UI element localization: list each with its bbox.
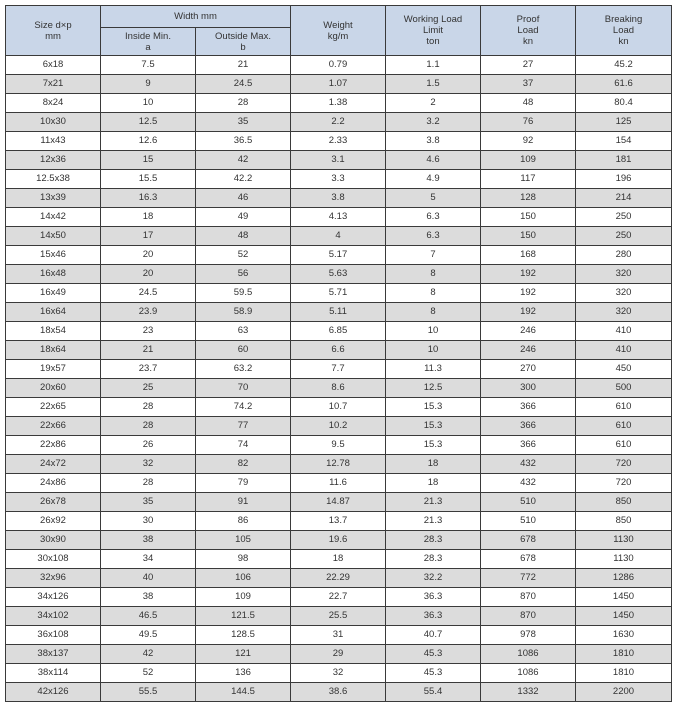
cell-outside-max: 70 [196, 379, 291, 398]
cell-proof-load: 150 [481, 227, 576, 246]
cell-outside-max: 59.5 [196, 284, 291, 303]
cell-inside-min: 16.3 [101, 189, 196, 208]
cell-weight: 32 [291, 664, 386, 683]
table-body [6, 56, 672, 702]
cell-weight: 13.7 [291, 512, 386, 531]
cell-breaking-load: 1810 [576, 664, 672, 683]
cell-weight: 10.7 [291, 398, 386, 417]
cell-working-load-limit: 8 [386, 284, 481, 303]
cell-breaking-load: 1810 [576, 645, 672, 664]
table-row [6, 493, 672, 512]
cell-working-load-limit: 7 [386, 246, 481, 265]
header-working-load-limit: Working Load Limit ton [386, 6, 481, 56]
cell-size: 11x43 [6, 132, 101, 151]
cell-weight: 1.07 [291, 75, 386, 94]
cell-weight: 5.17 [291, 246, 386, 265]
cell-weight: 25.5 [291, 607, 386, 626]
cell-size: 18x64 [6, 341, 101, 360]
cell-working-load-limit: 3.2 [386, 113, 481, 132]
cell-outside-max: 105 [196, 531, 291, 550]
cell-working-load-limit: 18 [386, 474, 481, 493]
table-row [6, 303, 672, 322]
cell-size: 10x30 [6, 113, 101, 132]
cell-weight: 22.29 [291, 569, 386, 588]
cell-inside-min: 26 [101, 436, 196, 455]
cell-size: 18x54 [6, 322, 101, 341]
cell-breaking-load: 196 [576, 170, 672, 189]
cell-working-load-limit: 4.6 [386, 151, 481, 170]
cell-weight: 22.7 [291, 588, 386, 607]
cell-size: 42x126 [6, 683, 101, 702]
table-row [6, 265, 672, 284]
cell-weight: 5.63 [291, 265, 386, 284]
table-row [6, 607, 672, 626]
table-row [6, 170, 672, 189]
cell-inside-min: 25 [101, 379, 196, 398]
table-row [6, 512, 672, 531]
cell-proof-load: 76 [481, 113, 576, 132]
cell-proof-load: 300 [481, 379, 576, 398]
cell-size: 22x86 [6, 436, 101, 455]
cell-size: 26x78 [6, 493, 101, 512]
cell-size: 14x42 [6, 208, 101, 227]
table-row [6, 189, 672, 208]
table-row [6, 227, 672, 246]
table-row [6, 645, 672, 664]
cell-weight: 6.85 [291, 322, 386, 341]
table-row [6, 208, 672, 227]
cell-inside-min: 20 [101, 265, 196, 284]
cell-breaking-load: 154 [576, 132, 672, 151]
cell-breaking-load: 181 [576, 151, 672, 170]
cell-breaking-load: 410 [576, 322, 672, 341]
cell-breaking-load: 450 [576, 360, 672, 379]
cell-weight: 12.78 [291, 455, 386, 474]
cell-outside-max: 46 [196, 189, 291, 208]
cell-working-load-limit: 36.3 [386, 588, 481, 607]
table-row [6, 588, 672, 607]
cell-proof-load: 1086 [481, 645, 576, 664]
cell-inside-min: 10 [101, 94, 196, 113]
cell-proof-load: 366 [481, 398, 576, 417]
cell-inside-min: 32 [101, 455, 196, 474]
cell-weight: 5.11 [291, 303, 386, 322]
header-width-group: Width mm [101, 6, 291, 28]
cell-size: 24x72 [6, 455, 101, 474]
header-size: Size d×p mm [6, 6, 101, 56]
cell-outside-max: 144.5 [196, 683, 291, 702]
header-outside-max: Outside Max. b [196, 28, 291, 56]
table-row [6, 113, 672, 132]
table-row [6, 531, 672, 550]
cell-outside-max: 36.5 [196, 132, 291, 151]
cell-outside-max: 35 [196, 113, 291, 132]
cell-weight: 3.1 [291, 151, 386, 170]
cell-weight: 38.6 [291, 683, 386, 702]
cell-size: 13x39 [6, 189, 101, 208]
cell-proof-load: 432 [481, 455, 576, 474]
cell-size: 24x86 [6, 474, 101, 493]
cell-inside-min: 17 [101, 227, 196, 246]
cell-working-load-limit: 10 [386, 322, 481, 341]
cell-size: 7x21 [6, 75, 101, 94]
cell-size: 19x57 [6, 360, 101, 379]
cell-inside-min: 35 [101, 493, 196, 512]
cell-proof-load: 510 [481, 493, 576, 512]
cell-weight: 8.6 [291, 379, 386, 398]
cell-breaking-load: 1450 [576, 607, 672, 626]
cell-inside-min: 42 [101, 645, 196, 664]
cell-inside-min: 30 [101, 512, 196, 531]
table-row [6, 75, 672, 94]
cell-outside-max: 98 [196, 550, 291, 569]
cell-working-load-limit: 1.5 [386, 75, 481, 94]
cell-outside-max: 63.2 [196, 360, 291, 379]
cell-breaking-load: 250 [576, 208, 672, 227]
cell-outside-max: 82 [196, 455, 291, 474]
cell-inside-min: 38 [101, 531, 196, 550]
cell-inside-min: 21 [101, 341, 196, 360]
cell-outside-max: 91 [196, 493, 291, 512]
cell-proof-load: 870 [481, 588, 576, 607]
cell-outside-max: 28 [196, 94, 291, 113]
cell-outside-max: 60 [196, 341, 291, 360]
cell-outside-max: 121.5 [196, 607, 291, 626]
cell-weight: 7.7 [291, 360, 386, 379]
cell-working-load-limit: 8 [386, 303, 481, 322]
cell-inside-min: 28 [101, 474, 196, 493]
cell-weight: 4.13 [291, 208, 386, 227]
cell-proof-load: 772 [481, 569, 576, 588]
table-row [6, 398, 672, 417]
cell-outside-max: 86 [196, 512, 291, 531]
table-row [6, 474, 672, 493]
cell-working-load-limit: 8 [386, 265, 481, 284]
cell-proof-load: 246 [481, 322, 576, 341]
cell-inside-min: 28 [101, 398, 196, 417]
cell-inside-min: 34 [101, 550, 196, 569]
cell-proof-load: 192 [481, 265, 576, 284]
cell-breaking-load: 410 [576, 341, 672, 360]
cell-working-load-limit: 2 [386, 94, 481, 113]
cell-inside-min: 7.5 [101, 56, 196, 75]
cell-size: 6x18 [6, 56, 101, 75]
cell-working-load-limit: 40.7 [386, 626, 481, 645]
cell-working-load-limit: 11.3 [386, 360, 481, 379]
cell-breaking-load: 214 [576, 189, 672, 208]
cell-proof-load: 366 [481, 417, 576, 436]
table-row [6, 436, 672, 455]
cell-working-load-limit: 45.3 [386, 645, 481, 664]
table-row [6, 284, 672, 303]
cell-breaking-load: 320 [576, 303, 672, 322]
table-row [6, 664, 672, 683]
table-row [6, 417, 672, 436]
cell-proof-load: 870 [481, 607, 576, 626]
cell-proof-load: 192 [481, 303, 576, 322]
cell-working-load-limit: 28.3 [386, 531, 481, 550]
cell-breaking-load: 850 [576, 493, 672, 512]
cell-breaking-load: 80.4 [576, 94, 672, 113]
cell-working-load-limit: 15.3 [386, 417, 481, 436]
cell-working-load-limit: 5 [386, 189, 481, 208]
cell-inside-min: 46.5 [101, 607, 196, 626]
cell-breaking-load: 1286 [576, 569, 672, 588]
cell-proof-load: 246 [481, 341, 576, 360]
cell-breaking-load: 61.6 [576, 75, 672, 94]
cell-size: 12.5x38 [6, 170, 101, 189]
cell-weight: 9.5 [291, 436, 386, 455]
cell-weight: 3.3 [291, 170, 386, 189]
cell-proof-load: 510 [481, 512, 576, 531]
cell-outside-max: 121 [196, 645, 291, 664]
cell-working-load-limit: 3.8 [386, 132, 481, 151]
table-row [6, 379, 672, 398]
cell-proof-load: 168 [481, 246, 576, 265]
cell-inside-min: 23.9 [101, 303, 196, 322]
cell-inside-min: 23 [101, 322, 196, 341]
cell-outside-max: 136 [196, 664, 291, 683]
cell-breaking-load: 280 [576, 246, 672, 265]
cell-outside-max: 52 [196, 246, 291, 265]
cell-weight: 11.6 [291, 474, 386, 493]
cell-weight: 14.87 [291, 493, 386, 512]
cell-working-load-limit: 55.4 [386, 683, 481, 702]
table-row [6, 94, 672, 113]
cell-size: 30x90 [6, 531, 101, 550]
cell-breaking-load: 1630 [576, 626, 672, 645]
cell-breaking-load: 500 [576, 379, 672, 398]
chain-spec-table [5, 5, 672, 702]
table-row [6, 322, 672, 341]
cell-size: 34x102 [6, 607, 101, 626]
cell-outside-max: 74.2 [196, 398, 291, 417]
cell-inside-min: 49.5 [101, 626, 196, 645]
cell-size: 12x36 [6, 151, 101, 170]
cell-working-load-limit: 45.3 [386, 664, 481, 683]
cell-breaking-load: 320 [576, 265, 672, 284]
header-proof-load: Proof Load kn [481, 6, 576, 56]
cell-working-load-limit: 18 [386, 455, 481, 474]
table-row [6, 455, 672, 474]
cell-breaking-load: 610 [576, 417, 672, 436]
cell-breaking-load: 250 [576, 227, 672, 246]
cell-inside-min: 40 [101, 569, 196, 588]
cell-working-load-limit: 12.5 [386, 379, 481, 398]
cell-size: 14x50 [6, 227, 101, 246]
cell-size: 34x126 [6, 588, 101, 607]
cell-weight: 3.8 [291, 189, 386, 208]
cell-inside-min: 24.5 [101, 284, 196, 303]
cell-weight: 31 [291, 626, 386, 645]
cell-weight: 29 [291, 645, 386, 664]
cell-size: 22x65 [6, 398, 101, 417]
table-row [6, 683, 672, 702]
cell-working-load-limit: 1.1 [386, 56, 481, 75]
cell-weight: 6.6 [291, 341, 386, 360]
cell-proof-load: 1086 [481, 664, 576, 683]
cell-size: 20x60 [6, 379, 101, 398]
cell-breaking-load: 1450 [576, 588, 672, 607]
cell-outside-max: 49 [196, 208, 291, 227]
cell-working-load-limit: 28.3 [386, 550, 481, 569]
table-row [6, 246, 672, 265]
cell-inside-min: 12.5 [101, 113, 196, 132]
cell-breaking-load: 720 [576, 474, 672, 493]
cell-size: 38x137 [6, 645, 101, 664]
cell-outside-max: 48 [196, 227, 291, 246]
cell-breaking-load: 1130 [576, 550, 672, 569]
cell-breaking-load: 125 [576, 113, 672, 132]
cell-weight: 0.79 [291, 56, 386, 75]
cell-breaking-load: 720 [576, 455, 672, 474]
cell-weight: 19.6 [291, 531, 386, 550]
cell-inside-min: 18 [101, 208, 196, 227]
cell-outside-max: 42 [196, 151, 291, 170]
cell-proof-load: 128 [481, 189, 576, 208]
cell-breaking-load: 610 [576, 436, 672, 455]
cell-size: 32x96 [6, 569, 101, 588]
cell-inside-min: 9 [101, 75, 196, 94]
spec-table-container [5, 5, 672, 702]
cell-weight: 4 [291, 227, 386, 246]
cell-proof-load: 270 [481, 360, 576, 379]
cell-inside-min: 28 [101, 417, 196, 436]
cell-proof-load: 109 [481, 151, 576, 170]
cell-inside-min: 23.7 [101, 360, 196, 379]
cell-outside-max: 24.5 [196, 75, 291, 94]
cell-outside-max: 109 [196, 588, 291, 607]
cell-proof-load: 432 [481, 474, 576, 493]
table-row [6, 550, 672, 569]
cell-working-load-limit: 6.3 [386, 227, 481, 246]
cell-inside-min: 52 [101, 664, 196, 683]
cell-working-load-limit: 6.3 [386, 208, 481, 227]
cell-inside-min: 20 [101, 246, 196, 265]
cell-proof-load: 678 [481, 531, 576, 550]
cell-working-load-limit: 32.2 [386, 569, 481, 588]
cell-breaking-load: 320 [576, 284, 672, 303]
cell-weight: 5.71 [291, 284, 386, 303]
cell-breaking-load: 850 [576, 512, 672, 531]
cell-outside-max: 106 [196, 569, 291, 588]
cell-proof-load: 27 [481, 56, 576, 75]
cell-working-load-limit: 36.3 [386, 607, 481, 626]
cell-inside-min: 55.5 [101, 683, 196, 702]
table-header [6, 6, 672, 56]
table-row [6, 360, 672, 379]
cell-proof-load: 150 [481, 208, 576, 227]
table-row [6, 341, 672, 360]
cell-size: 16x49 [6, 284, 101, 303]
cell-working-load-limit: 21.3 [386, 493, 481, 512]
cell-proof-load: 92 [481, 132, 576, 151]
cell-size: 22x66 [6, 417, 101, 436]
header-breaking-load: Breaking Load kn [576, 6, 672, 56]
cell-proof-load: 978 [481, 626, 576, 645]
cell-breaking-load: 2200 [576, 683, 672, 702]
cell-outside-max: 128.5 [196, 626, 291, 645]
cell-proof-load: 678 [481, 550, 576, 569]
cell-outside-max: 79 [196, 474, 291, 493]
cell-outside-max: 42.2 [196, 170, 291, 189]
header-weight: Weight kg/m [291, 6, 386, 56]
table-row [6, 569, 672, 588]
cell-outside-max: 21 [196, 56, 291, 75]
table-row [6, 151, 672, 170]
cell-proof-load: 48 [481, 94, 576, 113]
cell-weight: 2.2 [291, 113, 386, 132]
cell-proof-load: 117 [481, 170, 576, 189]
cell-outside-max: 74 [196, 436, 291, 455]
cell-weight: 2.33 [291, 132, 386, 151]
cell-inside-min: 15.5 [101, 170, 196, 189]
table-row [6, 56, 672, 75]
cell-outside-max: 77 [196, 417, 291, 436]
cell-size: 15x46 [6, 246, 101, 265]
cell-weight: 10.2 [291, 417, 386, 436]
cell-proof-load: 192 [481, 284, 576, 303]
cell-breaking-load: 610 [576, 398, 672, 417]
cell-outside-max: 56 [196, 265, 291, 284]
cell-working-load-limit: 21.3 [386, 512, 481, 531]
cell-size: 36x108 [6, 626, 101, 645]
cell-outside-max: 63 [196, 322, 291, 341]
cell-weight: 1.38 [291, 94, 386, 113]
table-row [6, 626, 672, 645]
cell-working-load-limit: 15.3 [386, 436, 481, 455]
cell-breaking-load: 1130 [576, 531, 672, 550]
cell-size: 8x24 [6, 94, 101, 113]
header-inside-min: Inside Min. a [101, 28, 196, 56]
cell-size: 16x48 [6, 265, 101, 284]
cell-proof-load: 37 [481, 75, 576, 94]
cell-inside-min: 38 [101, 588, 196, 607]
cell-size: 38x114 [6, 664, 101, 683]
cell-proof-load: 1332 [481, 683, 576, 702]
cell-size: 16x64 [6, 303, 101, 322]
table-row [6, 132, 672, 151]
cell-working-load-limit: 10 [386, 341, 481, 360]
cell-weight: 18 [291, 550, 386, 569]
cell-breaking-load: 45.2 [576, 56, 672, 75]
cell-outside-max: 58.9 [196, 303, 291, 322]
cell-proof-load: 366 [481, 436, 576, 455]
cell-inside-min: 15 [101, 151, 196, 170]
cell-size: 26x92 [6, 512, 101, 531]
cell-working-load-limit: 4.9 [386, 170, 481, 189]
cell-inside-min: 12.6 [101, 132, 196, 151]
cell-size: 30x108 [6, 550, 101, 569]
cell-working-load-limit: 15.3 [386, 398, 481, 417]
